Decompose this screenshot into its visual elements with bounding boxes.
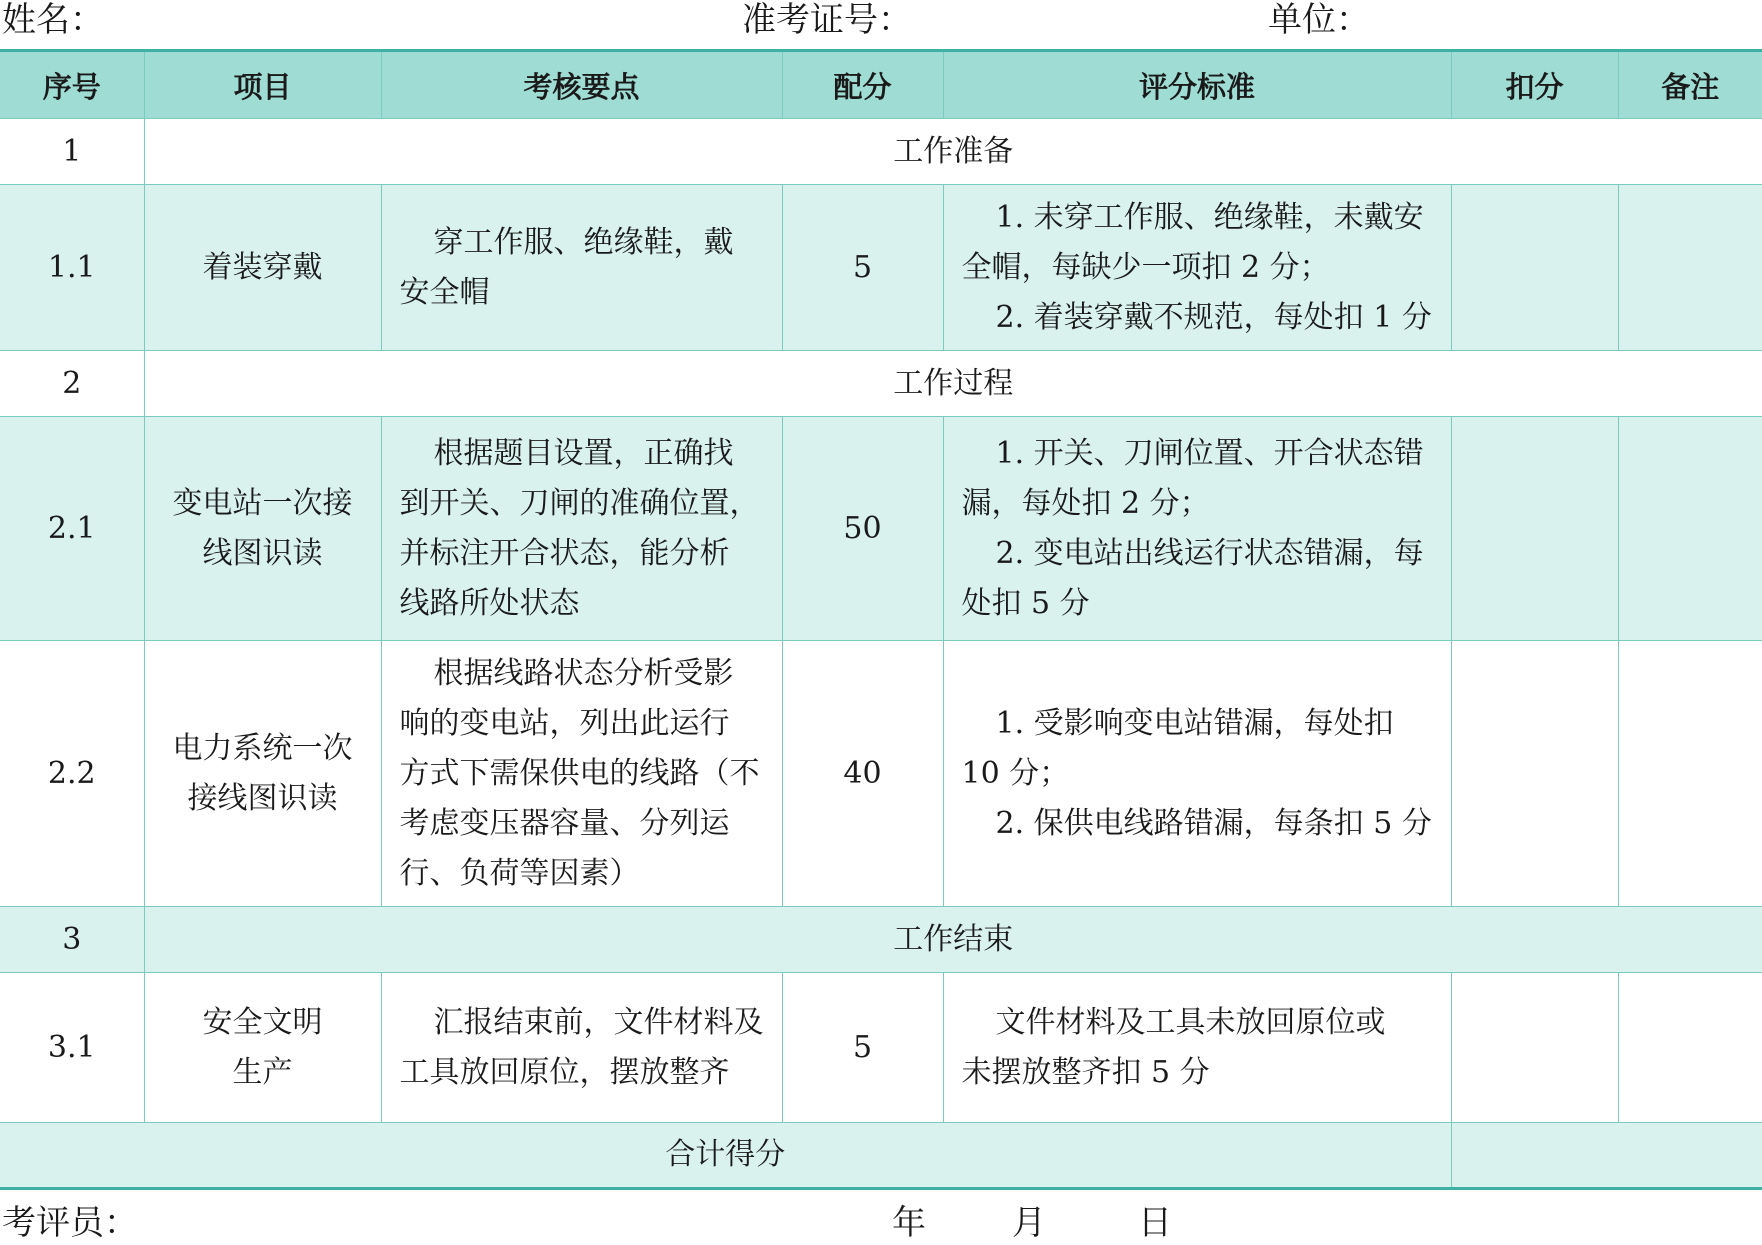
- examiner-label: 考评员：: [2, 1203, 138, 1243]
- key-points-text: 到开关、刀闸的准确位置，: [399, 485, 760, 521]
- section-number: 3: [0, 907, 144, 973]
- column-header-score: 配分: [782, 51, 943, 119]
- column-header-key-points: 考核要点: [381, 51, 782, 119]
- criteria-text: 全帽，每缺少一项扣 2 分；: [961, 249, 1330, 285]
- criteria-text: 2. 变电站出线运行状态错漏，每: [995, 535, 1424, 571]
- section-row: [0, 907, 1762, 973]
- project-text: 着装穿戴: [202, 249, 323, 285]
- remarks-cell[interactable]: [1618, 185, 1762, 351]
- section-row: [0, 119, 1762, 185]
- project-text: 线图识读: [202, 535, 323, 571]
- deduction-cell[interactable]: [1451, 973, 1618, 1123]
- criteria-text: 文件材料及工具未放回原位或: [995, 1004, 1386, 1040]
- item-project: [144, 185, 381, 351]
- item-project: [144, 973, 381, 1123]
- item-number: 2.1: [0, 417, 144, 641]
- section-number: 1: [0, 119, 144, 185]
- column-header-project: 项目: [144, 51, 381, 119]
- project-text: 安全文明: [202, 1004, 323, 1040]
- item-project: [144, 417, 381, 641]
- criteria-text: 漏，每处扣 2 分；: [961, 485, 1210, 521]
- table-row: [0, 185, 1762, 351]
- table-row: [0, 641, 1762, 907]
- criteria-text: 未摆放整齐扣 5 分: [961, 1054, 1210, 1090]
- key-points-text: 考虑变压器容量、分列运: [399, 805, 730, 841]
- table-header-row: [0, 51, 1762, 119]
- table-row: [0, 973, 1762, 1123]
- item-number: 2.2: [0, 641, 144, 907]
- key-points-text: 汇报结束前，文件材料及: [433, 1004, 764, 1040]
- item-criteria: [943, 973, 1451, 1123]
- key-points-text: 根据题目设置，正确找: [433, 435, 734, 471]
- key-points-text: 行、负荷等因素）: [399, 855, 640, 891]
- key-points-text: 工具放回原位，摆放整齐: [399, 1054, 730, 1090]
- criteria-text: 1. 开关、刀闸位置、开合状态错: [995, 435, 1424, 471]
- item-score: 40: [782, 641, 943, 907]
- column-header-remarks: 备注: [1618, 51, 1762, 119]
- project-text: 电力系统一次: [172, 730, 353, 766]
- date-month-label: 月: [1012, 1203, 1046, 1243]
- date-day-label: 日: [1138, 1203, 1172, 1243]
- section-title: 工作结束: [144, 907, 1762, 973]
- item-key-points: [381, 185, 782, 351]
- section-title: 工作过程: [144, 351, 1762, 417]
- project-text: 变电站一次接: [172, 485, 353, 521]
- item-score: 50: [782, 417, 943, 641]
- criteria-text: 处扣 5 分: [961, 585, 1090, 621]
- item-criteria: [943, 185, 1451, 351]
- candidate-name-label: 姓名：: [2, 0, 104, 40]
- item-criteria: [943, 641, 1451, 907]
- column-header-deduction: 扣分: [1451, 51, 1618, 119]
- item-score: 5: [782, 973, 943, 1123]
- deduction-cell[interactable]: [1451, 641, 1618, 907]
- column-header-no: 序号: [0, 51, 144, 119]
- total-label: 合计得分: [0, 1123, 1451, 1189]
- section-row: [0, 351, 1762, 417]
- criteria-text: 1. 未穿工作服、绝缘鞋，未戴安: [995, 199, 1424, 235]
- key-points-text: 穿工作服、绝缘鞋，戴: [433, 224, 734, 260]
- admission-ticket-label: 准考证号：: [742, 0, 912, 40]
- section-number: 2: [0, 351, 144, 417]
- item-criteria: [943, 417, 1451, 641]
- item-project: [144, 641, 381, 907]
- column-header-criteria: 评分标准: [943, 51, 1451, 119]
- deduction-cell[interactable]: [1451, 185, 1618, 351]
- criteria-text: 2. 保供电线路错漏，每条扣 5 分: [995, 805, 1432, 841]
- item-key-points: [381, 641, 782, 907]
- table-row: [0, 417, 1762, 641]
- remarks-cell[interactable]: [1618, 641, 1762, 907]
- scoring-table: [0, 49, 1762, 1190]
- key-points-text: 响的变电站，列出此运行: [399, 705, 730, 741]
- deduction-cell[interactable]: [1451, 417, 1618, 641]
- total-row: [0, 1123, 1762, 1189]
- criteria-text: 10 分；: [961, 755, 1070, 791]
- project-text: 生产: [232, 1054, 293, 1090]
- item-number: 3.1: [0, 973, 144, 1123]
- key-points-text: 安全帽: [399, 274, 490, 310]
- item-score: 5: [782, 185, 943, 351]
- remarks-cell[interactable]: [1618, 417, 1762, 641]
- key-points-text: 线路所处状态: [399, 585, 580, 621]
- key-points-text: 根据线路状态分析受影: [433, 655, 734, 691]
- criteria-text: 1. 受影响变电站错漏，每处扣: [995, 705, 1394, 741]
- criteria-text: 2. 着装穿戴不规范，每处扣 1 分: [995, 299, 1432, 335]
- key-points-text: 方式下需保供电的线路（不: [399, 755, 760, 791]
- item-key-points: [381, 417, 782, 641]
- total-score-cell[interactable]: [1451, 1123, 1762, 1189]
- project-text: 接线图识读: [187, 780, 338, 816]
- remarks-cell[interactable]: [1618, 973, 1762, 1123]
- section-title: 工作准备: [144, 119, 1762, 185]
- date-year-label: 年: [892, 1203, 926, 1243]
- key-points-text: 并标注开合状态，能分析: [399, 535, 730, 571]
- work-unit-label: 单位：: [1268, 0, 1370, 40]
- item-key-points: [381, 973, 782, 1123]
- item-number: 1.1: [0, 185, 144, 351]
